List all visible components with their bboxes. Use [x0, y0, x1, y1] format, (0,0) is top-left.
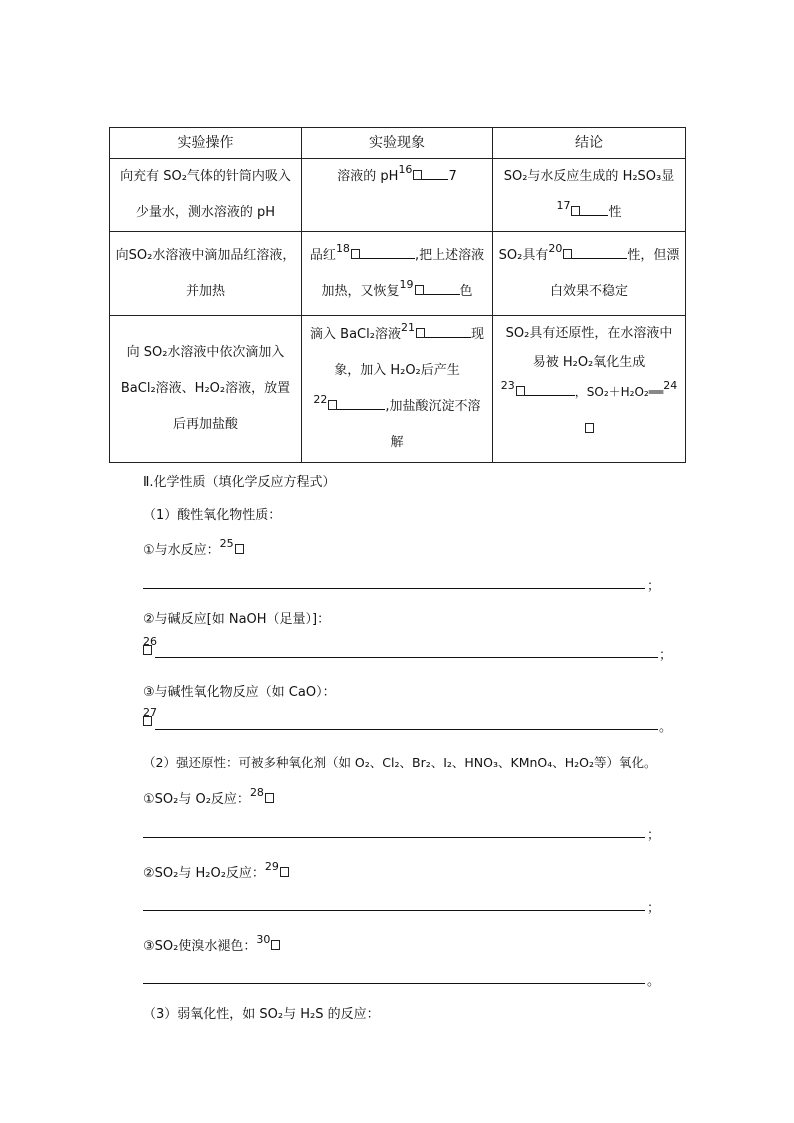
question-30: ③SO₂使溴水褪色：$^{30}$: [143, 935, 280, 954]
table-row: [110, 232, 686, 316]
answer-line-30[interactable]: [143, 983, 645, 984]
answer-blank-20[interactable]: [572, 244, 627, 259]
row1-operation: 向充有 SO₂气体的针筒内吸入 少量水，测水溶液的 pH: [110, 159, 302, 232]
section-title: Ⅱ.化学性质（填化学反应方程式）: [143, 475, 336, 490]
table-row: [110, 159, 686, 232]
row2-operation: 向SO₂水溶液中滴加品红溶液， 并加热: [110, 232, 302, 316]
answer-line-27[interactable]: [155, 729, 658, 730]
answer-line-25[interactable]: [143, 588, 645, 589]
answer-box-icon: [271, 940, 280, 950]
answer-line-26[interactable]: [155, 657, 658, 658]
answer-box-icon: [143, 645, 152, 655]
answer-blank-23[interactable]: [525, 381, 575, 396]
question-26-marker: 26: [143, 641, 157, 671]
row2-phenomenon: 品红$^{18}$ ,把上述溶液 加热，又恢复$^{19}$ 色: [302, 232, 493, 316]
table-row: [110, 316, 686, 463]
question-29: ②SO₂与 H₂O₂反应：$^{29}$: [143, 862, 289, 881]
subsection-oxidizing: （3）弱氧化性，如 SO₂与 H₂S 的反应：: [143, 1007, 380, 1022]
answer-box-icon: [563, 249, 572, 259]
row2-conclusion: SO₂具有$^{20}$ 性，但漂 白效果不稳定: [493, 232, 686, 316]
question-28: ①SO₂与 O₂反应：$^{28}$: [143, 788, 274, 807]
answer-box-icon: [516, 386, 525, 396]
answer-box-icon: [235, 544, 244, 554]
answer-line-29[interactable]: [143, 910, 645, 911]
answer-box-icon: [280, 867, 289, 877]
header-operation: 实验操作: [110, 128, 302, 159]
answer-box-icon: [571, 206, 580, 216]
row3-conclusion: SO₂具有还原性，在水溶液中 易被 H₂O₂氧化生成 23 ，SO₂＋H₂O₂══24: [493, 316, 686, 463]
question-25: ①与水反应：$^{25}$: [143, 539, 244, 558]
experiment-table: [109, 127, 686, 463]
header-conclusion: 结论: [493, 128, 686, 159]
answer-blank-22[interactable]: [337, 395, 385, 410]
answer-blank-19[interactable]: [424, 280, 460, 295]
answer-blank-17[interactable]: [580, 201, 608, 216]
row3-operation: 向 SO₂水溶液中依次滴加入 BaCl₂溶液、H₂O₂溶液，放置 后再加盐酸: [110, 316, 302, 463]
row1-conclusion: SO₂与水反应生成的 H₂SO₃显 $^{17}$ 性: [493, 159, 686, 232]
answer-box-icon: [351, 249, 360, 259]
answer-box-icon: [585, 423, 594, 433]
answer-box-icon: [328, 400, 337, 410]
table-header-row: [110, 128, 686, 159]
question-26-label: ②与碱反应[如 NaOH（足量）]：: [143, 612, 331, 627]
answer-box-icon: [143, 716, 152, 726]
answer-box-icon: [413, 170, 422, 180]
answer-blank-18[interactable]: [360, 244, 415, 259]
answer-box-icon: [416, 328, 425, 338]
row3-phenomenon: 滴入 BaCl₂溶液$^{21}$ 现 象，加入 H₂O₂后产生 $^{22}$ ,加盐酸沉淀不溶 解: [302, 316, 493, 463]
question-27-marker: 27: [143, 712, 157, 742]
answer-box-icon: [415, 285, 424, 295]
header-phenomenon: 实验现象: [302, 128, 493, 159]
answer-box-icon: [265, 793, 274, 803]
answer-blank-21[interactable]: [425, 323, 471, 338]
subsection-reducing: （2）强还原性：可被多种氧化剂（如 O₂、Cl₂、Br₂、I₂、HNO₃、KMnO₄、H₂O₂等）氧化。: [143, 755, 657, 770]
row1-phenomenon: 溶液的 $pH^{16}$ 7: [302, 159, 493, 232]
answer-blank-16[interactable]: [422, 165, 448, 180]
subsection-acidic-oxide: （1）酸性氧化物性质：: [143, 508, 282, 523]
answer-line-28[interactable]: [143, 837, 645, 838]
question-27-label: ③与碱性氧化物反应（如 CaO）：: [143, 685, 336, 700]
